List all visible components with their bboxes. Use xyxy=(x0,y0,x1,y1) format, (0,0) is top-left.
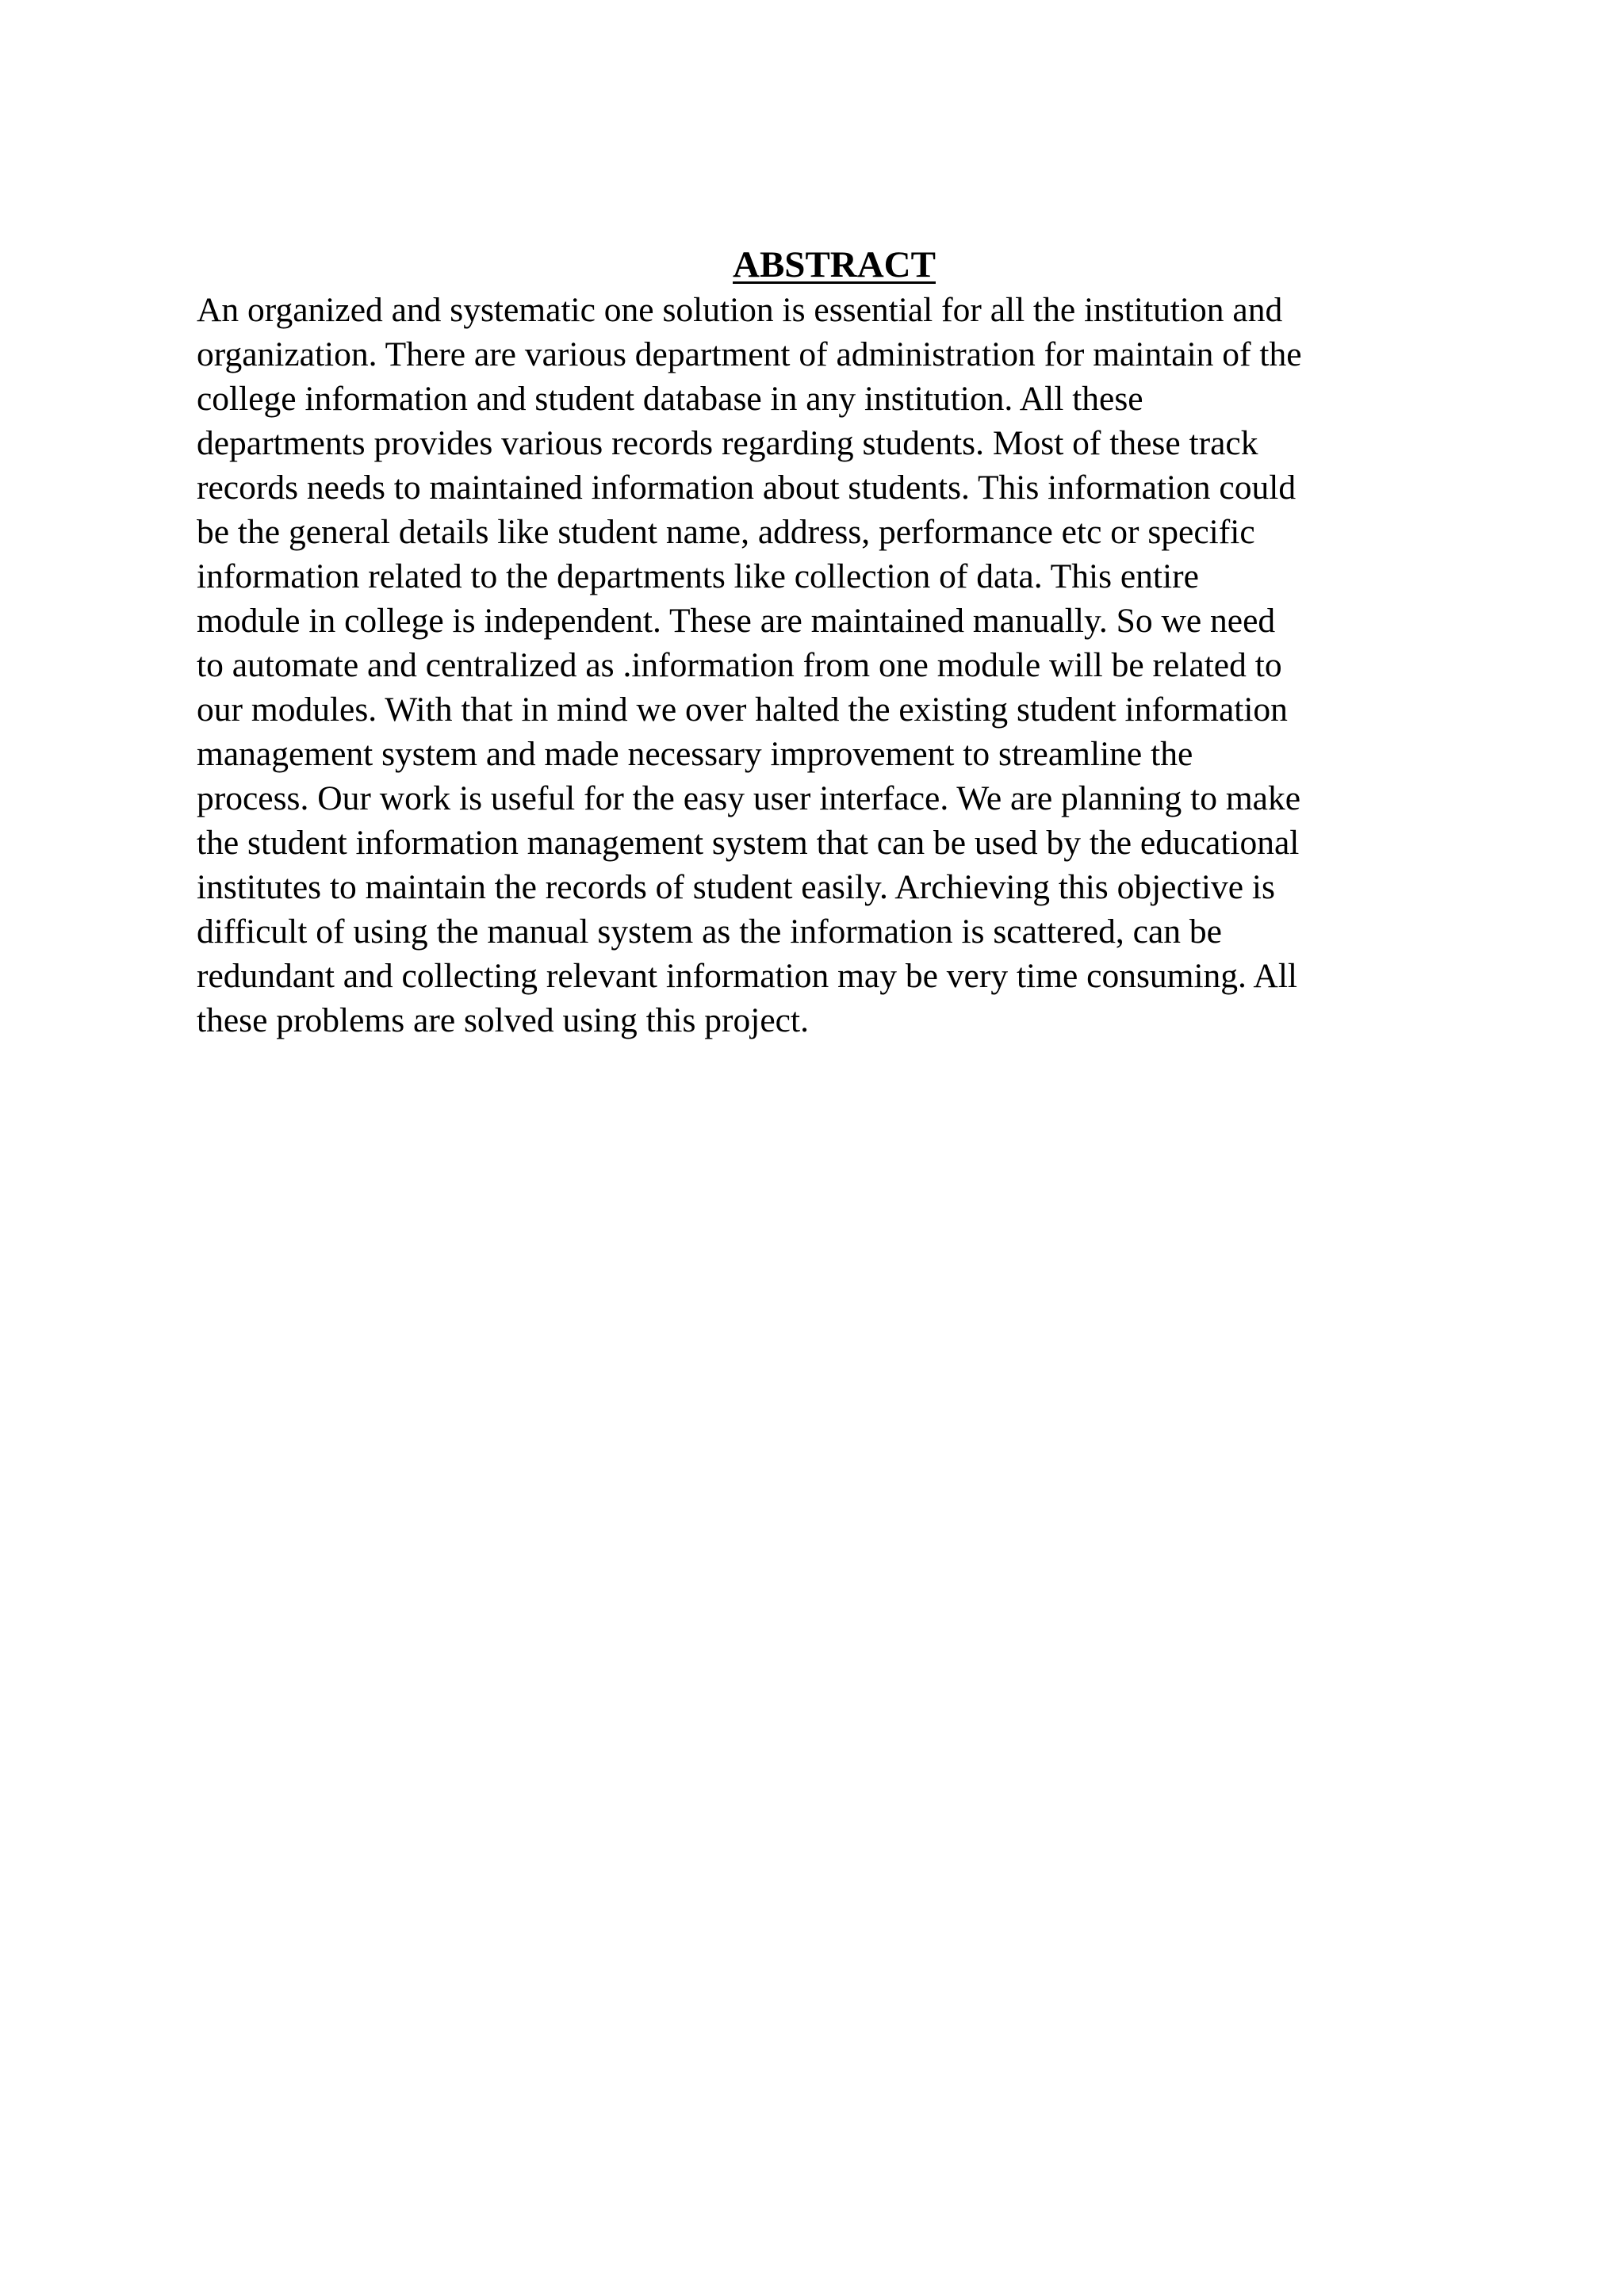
abstract-line: difficult of using the manual system as the information is scattered, can be xyxy=(197,913,1222,951)
abstract-line: the student information management system that can be used by the educational xyxy=(197,824,1300,862)
abstract-line: process. Our work is useful for the easy user interface. We are planning to make xyxy=(197,779,1301,817)
abstract-line: management system and made necessary improvement to streamline the xyxy=(197,735,1193,773)
abstract-line: information related to the departments like collection of data. This entire xyxy=(197,557,1199,595)
abstract-line: departments provides various records regarding students. Most of these track xyxy=(197,424,1258,462)
abstract-line: our modules. With that in mind we over halted the existing student information xyxy=(197,691,1288,729)
abstract-line: module in college is independent. These are maintained manually. So we need xyxy=(197,602,1276,640)
abstract-line: college information and student database in any institution. All these xyxy=(197,380,1143,418)
abstract-line: to automate and centralized as .information from one module will be related to xyxy=(197,646,1282,684)
abstract-line: institutes to maintain the records of student easily. Archieving this objective is xyxy=(197,868,1275,906)
abstract-line: records needs to maintained information about students. This information could xyxy=(197,469,1297,507)
abstract-line: be the general details like student name, address, performance etc or specific xyxy=(197,513,1255,551)
abstract-body xyxy=(197,288,1434,1043)
abstract-line: redundant and collecting relevant information may be very time consuming. All xyxy=(197,957,1297,995)
abstract-line: these problems are solved using this project. xyxy=(197,1001,809,1039)
abstract-title: ABSTRACT xyxy=(733,244,936,285)
abstract-section xyxy=(197,242,1434,1043)
abstract-line: organization. There are various department of administration for maintain of the xyxy=(197,335,1302,373)
abstract-line: An organized and systematic one solution is essential for all the institution and xyxy=(197,291,1283,329)
